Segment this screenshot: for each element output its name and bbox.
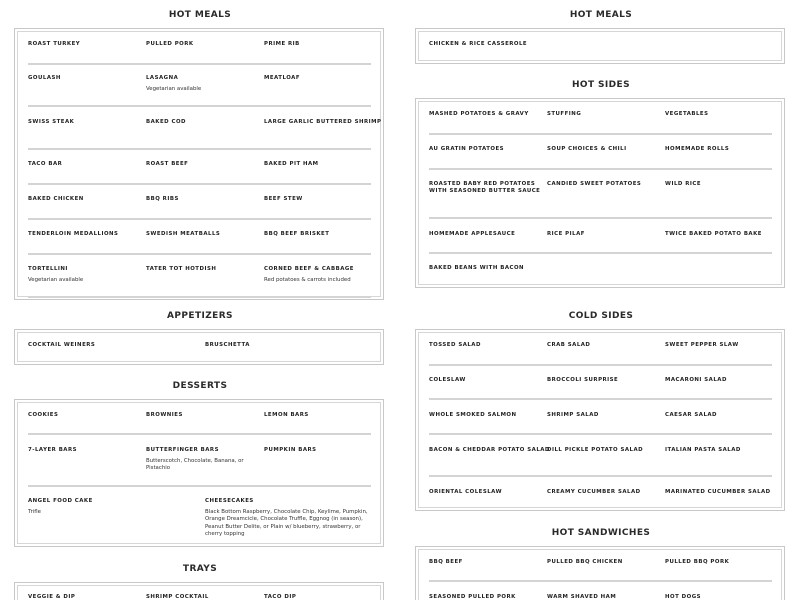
menu-item: LARGE GARLIC BUTTERED SHRIMP [264, 119, 382, 125]
menu-item: RICE PILAF [547, 231, 585, 237]
row-divider [429, 398, 772, 400]
menu-item: ANGEL FOOD CAKE [28, 498, 93, 504]
menu-item: BBQ BEEF [429, 559, 463, 565]
menu-item: ORIENTAL COLESLAW [429, 489, 503, 495]
menu-item: ROAST BEEF [146, 161, 189, 167]
menu-item: GOULASH [28, 75, 61, 81]
appetizers-title: APPETIZERS [167, 311, 233, 321]
menu-item: SEASONED PULLED PORK [429, 594, 516, 600]
menu-item: CRAB SALAD [547, 342, 591, 348]
row-divider [28, 105, 371, 107]
row-divider [28, 218, 371, 220]
menu-item: COOKIES [28, 412, 59, 418]
row-divider [28, 485, 371, 487]
menu-item: PULLED BBQ PORK [665, 559, 730, 565]
menu-item: BAKED BEANS WITH BACON [429, 265, 525, 271]
menu-item: VEGETABLES [665, 111, 709, 117]
menu-item: BBQ RIBS [146, 196, 179, 202]
hot-meals-title: HOT MEALS [168, 10, 232, 20]
menu-item: BROWNIES [146, 412, 183, 418]
hot-sandwiches-title: HOT SANDWICHES [551, 528, 651, 538]
menu-item: BAKED COD [146, 119, 187, 125]
row-divider [429, 364, 772, 366]
menu-item: SOUP CHOICES & CHILI [547, 146, 627, 152]
menu-item: WARM SHAVED HAM [547, 594, 617, 600]
menu-item: ITALIAN PASTA SALAD [665, 447, 741, 453]
row-divider [28, 183, 371, 185]
trays-title: TRAYS [182, 564, 218, 574]
menu-item: COLESLAW [429, 377, 466, 383]
menu-item: PUMPKIN BARS [264, 447, 317, 453]
menu-item: BACON & CHEDDAR POTATO SALAD [429, 447, 550, 453]
menu-item: CANDIED SWEET POTATOES [547, 181, 642, 187]
menu-item: COCKTAIL WEINERS [28, 342, 96, 348]
menu-item: TOSSED SALAD [429, 342, 481, 348]
menu-item: PULLED PORK [146, 41, 194, 47]
row-divider [429, 217, 772, 219]
menu-item: BEEF STEW [264, 196, 303, 202]
menu-item: CHEESECAKES [205, 498, 254, 504]
row-divider [28, 433, 371, 435]
menu-item: TACO BAR [28, 161, 63, 167]
menu-item-note: Red potatoes & carrots included [264, 277, 351, 283]
row-divider [429, 133, 772, 135]
menu-item: BAKED CHICKEN [28, 196, 84, 202]
menu-item: 7-LAYER BARS [28, 447, 78, 453]
menu-item: SHRIMP COCKTAIL [146, 594, 209, 600]
menu-item: TENDERLOIN MEDALLIONS [28, 231, 119, 237]
menu-item: BUTTERFINGER BARS [146, 447, 219, 453]
hot-meals-box [14, 28, 384, 300]
cold-sides-box [415, 329, 785, 511]
menu-item-note: Trifle [28, 509, 41, 515]
menu-item: ROAST TURKEY [28, 41, 81, 47]
row-divider [429, 475, 772, 477]
menu-item: TACO DIP [264, 594, 297, 600]
menu-item: STUFFING [547, 111, 582, 117]
menu-item: DILL PICKLE POTATO SALAD [547, 447, 644, 453]
cold-sides-title: COLD SIDES [568, 311, 634, 321]
menu-item: HOMEMADE APPLESAUCE [429, 231, 516, 237]
menu-item: TORTELLINI [28, 266, 68, 272]
menu-item: TATER TOT HOTDISH [146, 266, 217, 272]
menu-item: CORNED BEEF & CABBAGE [264, 266, 354, 272]
menu-item: CREAMY CUCUMBER SALAD [547, 489, 641, 495]
menu-item: WILD RICE [665, 181, 702, 187]
row-divider [28, 148, 371, 150]
menu-item: MARINATED CUCUMBER SALAD [665, 489, 771, 495]
menu-item: SHRIMP SALAD [547, 412, 599, 418]
desserts-title: DESSERTS [172, 381, 228, 391]
menu-item: CAESAR SALAD [665, 412, 718, 418]
menu-item: TWICE BAKED POTATO BAKE [665, 231, 762, 237]
row-divider [429, 252, 772, 254]
menu-item: WHOLE SMOKED SALMON [429, 412, 517, 418]
menu-item: MACARONI SALAD [665, 377, 727, 383]
menu-item: PRIME RIB [264, 41, 300, 47]
row-divider [429, 580, 772, 582]
row-divider [28, 253, 371, 255]
menu-item: SWISS STEAK [28, 119, 75, 125]
menu-item: BBQ BEEF BRISKET [264, 231, 330, 237]
menu-item: AU GRATIN POTATOES [429, 146, 505, 152]
menu-item: VEGGIE & DIP [28, 594, 76, 600]
row-divider [429, 433, 772, 435]
menu-item-note: Vegetarian available [146, 86, 202, 92]
menu-item-note: Vegetarian available [28, 277, 84, 283]
menu-item: CHICKEN & RICE CASSEROLE [429, 41, 528, 47]
menu-item: ROASTED BABY RED POTATOES WITH SEASONED BUTTER SAUCE [429, 181, 541, 194]
row-divider [28, 296, 371, 298]
hot-meals-title: HOT MEALS [569, 10, 633, 20]
row-divider [429, 168, 772, 170]
hot-sides-title: HOT SIDES [572, 80, 630, 90]
menu-item-note: Butterscotch, Chocolate, Banana, or Pistachio [146, 458, 244, 472]
menu-item: LEMON BARS [264, 412, 309, 418]
menu-item: HOMEMADE ROLLS [665, 146, 730, 152]
menu-item: MASHED POTATOES & GRAVY [429, 111, 529, 117]
menu-item: SWEET PEPPER SLAW [665, 342, 739, 348]
row-divider [28, 63, 371, 65]
hot-sandwiches-box [415, 546, 785, 600]
menu-item: SWEDISH MEATBALLS [146, 231, 221, 237]
menu-item: HOT DOGS [665, 594, 702, 600]
menu-item-note: Black Bottom Raspberry, Chocolate Chip, Keylime, Pumpkin, Orange Dreamcicle, Chocolate Truffle, Eggnog (in season), Peanut Butter Delite, or Plain w/ blueberry, strawberry, or cherry topping [205, 509, 368, 538]
menu-item: LASAGNA [146, 75, 179, 81]
menu-item: PULLED BBQ CHICKEN [547, 559, 623, 565]
menu-item: BROCCOLI SURPRISE [547, 377, 619, 383]
menu-item: BAKED PIT HAM [264, 161, 319, 167]
menu-item: MEATLOAF [264, 75, 301, 81]
menu-item: BRUSCHETTA [205, 342, 250, 348]
